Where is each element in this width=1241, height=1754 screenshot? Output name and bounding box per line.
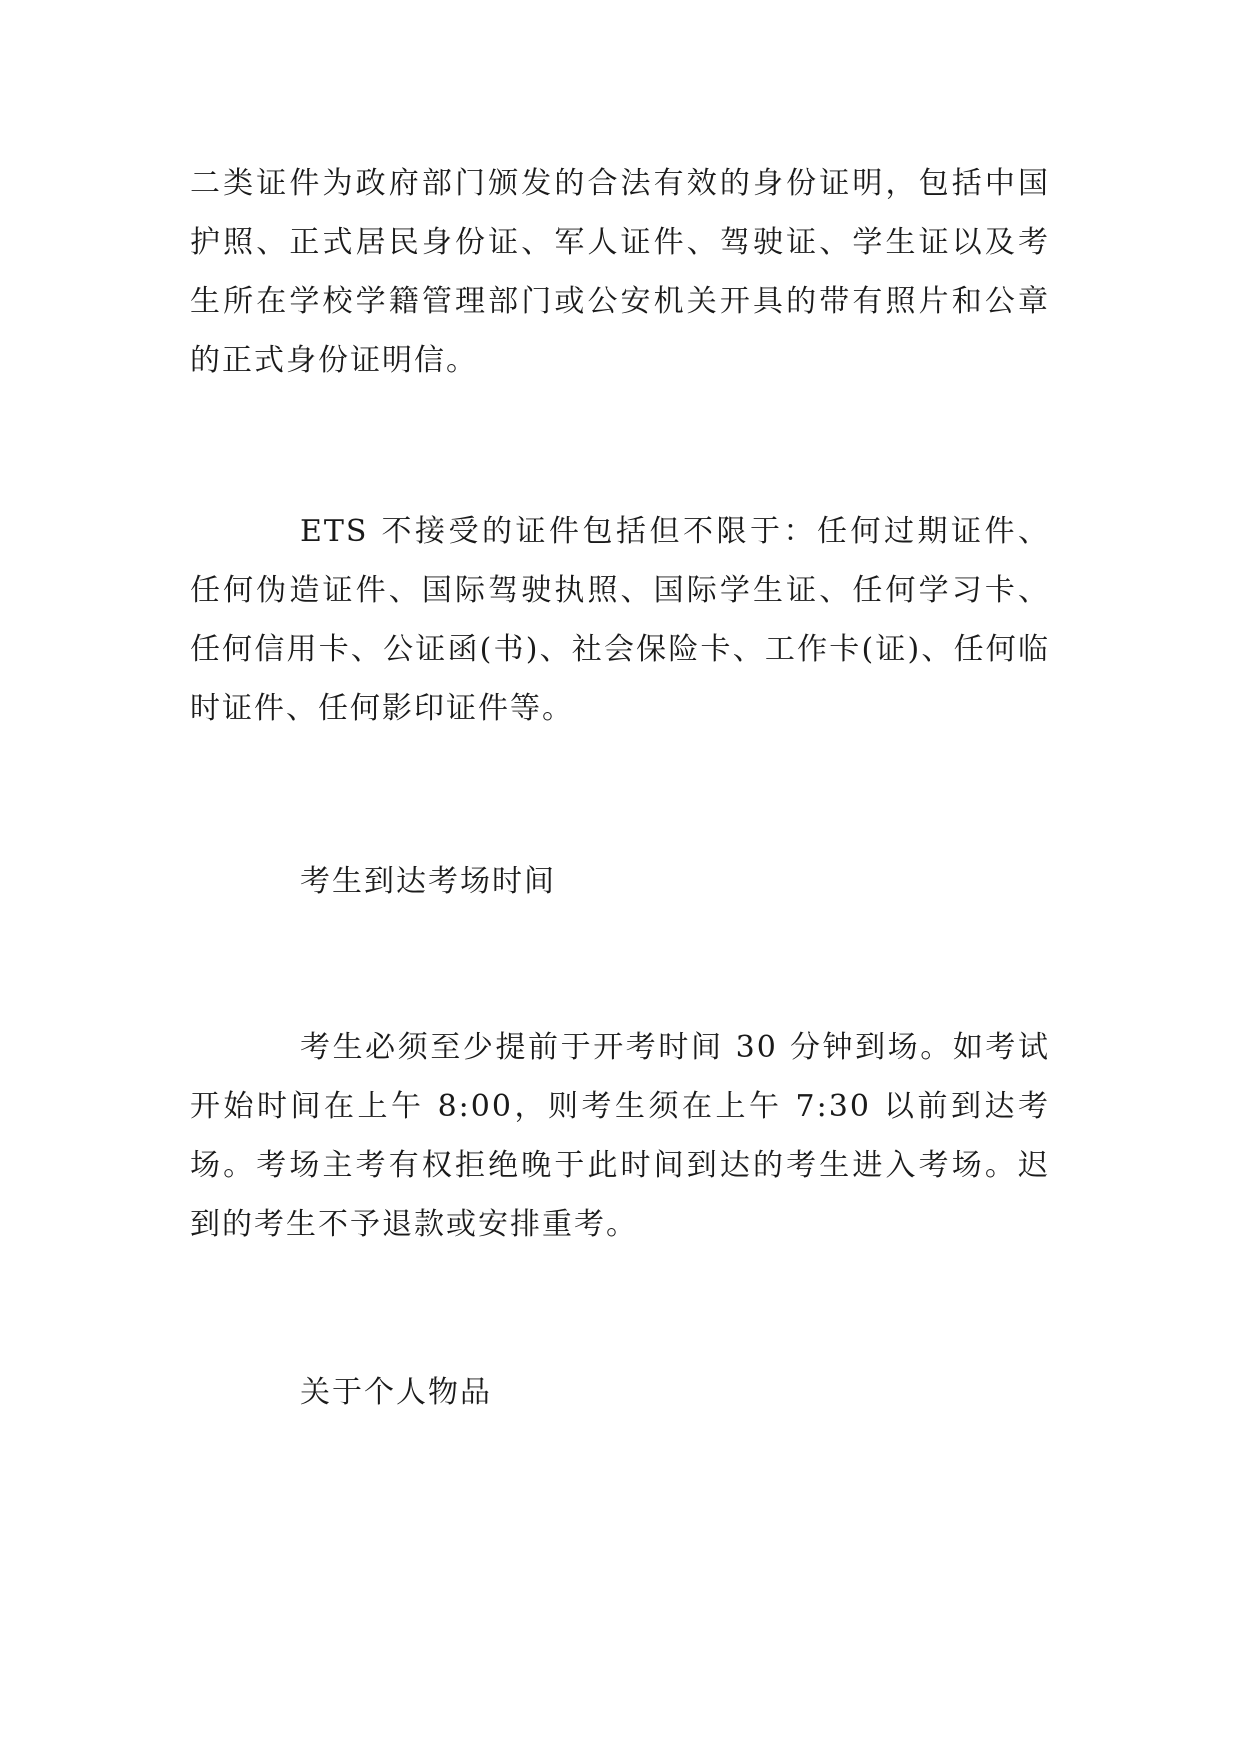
heading-arrival-time: 考生到达考场时间 — [300, 864, 556, 899]
paragraph-unaccepted-ids: ETS 不接受的证件包括但不限于：任何过期证件、任何伪造证件、国际驾驶执照、国际学生证、任何学习卡、任何信用卡、公证函(书)、社会保险卡、工作卡(证)、任何临时证件、任何影印证件等。 — [190, 514, 1050, 726]
paragraph-second-class-ids: 二类证件为政府部门颁发的合法有效的身份证明，包括中国护照、正式居民身份证、军人证件、驾驶证、学生证以及考生所在学校学籍管理部门或公安机关开具的带有照片和公章的正式身份证明信。 — [190, 166, 1050, 378]
heading-personal-items: 关于个人物品 — [300, 1375, 492, 1410]
paragraph-arrival-rules: 考生必须至少提前于开考时间 30 分钟到场。如考试开始时间在上午 8:00，则考生须在上午 7:30 以前到达考场。考场主考有权拒绝晚于此时间到达的考生进入考场。迟到的考生不予退款或安排重考。 — [190, 1030, 1050, 1242]
